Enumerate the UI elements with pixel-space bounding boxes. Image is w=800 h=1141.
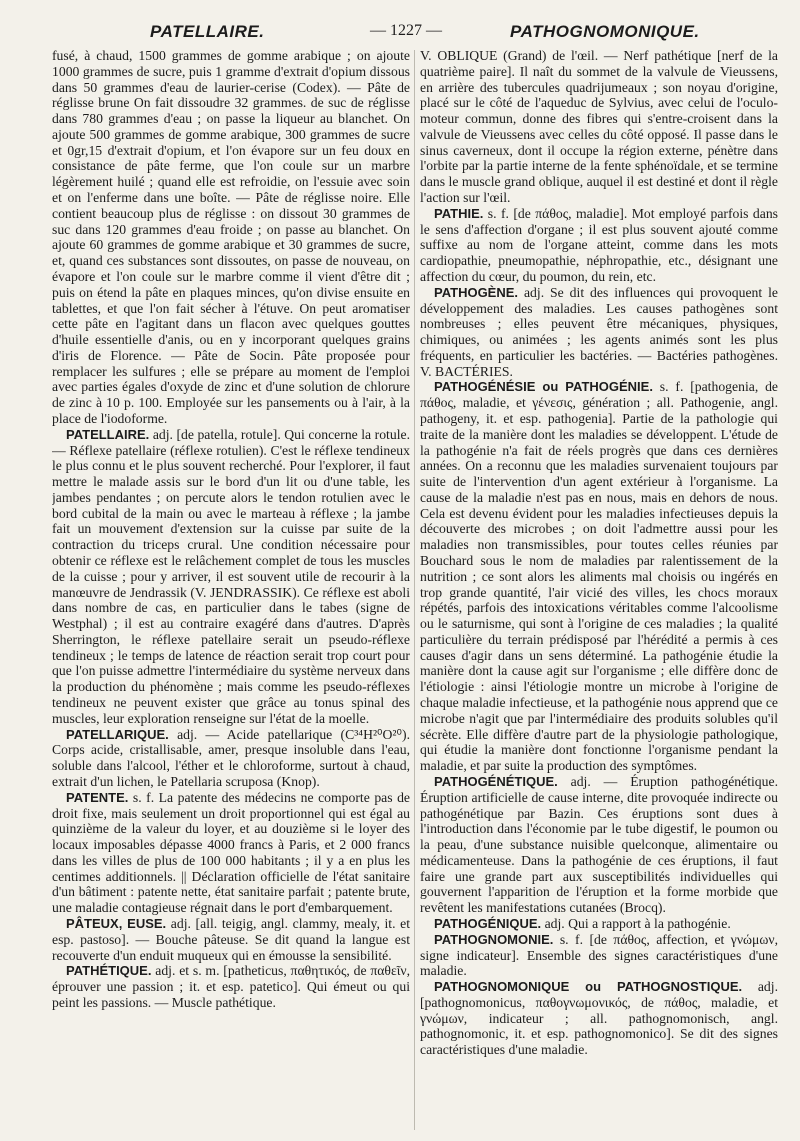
page-number: — 1227 —	[370, 22, 442, 39]
entry-pathognomonie	[420, 932, 778, 979]
entry-pathetique	[52, 963, 410, 1010]
entry-text: adj. Se dit des influences qui provoquent le développement des maladies. Les causes pathogènes sont nombreuses ; elles peuvent être mécaniques, physiques, chimiques, ou animées ; les agents animés sont les plus fréquents, en particulier les bactéries. — Bactéries pathogènes. V. BACTÉRIES.	[420, 284, 778, 379]
entry-term: PATHOGNOMONIQUE ou PATHOGNOSTIQUE.	[434, 979, 743, 995]
entry-term: PATHOGNOMONIE.	[434, 931, 554, 947]
entry-term: PATHÉTIQUE.	[66, 963, 152, 979]
entry-pateux	[52, 916, 410, 963]
entry-patente	[52, 790, 410, 916]
header-left-term: PATELLAIRE.	[150, 22, 265, 41]
entry-term: PATENTE.	[66, 789, 129, 805]
entry-continuation	[420, 48, 778, 206]
entry-text: V. OBLIQUE (Grand) de l'œil. — Nerf pathétique [nerf de la quatrième paire]. Il naît du sommet de la valvule de Vieussens, en arrière des tubercules quadrijumeaux ; son noyau d'origine, placé sur le côté de l'aqueduc de Sylvius, avec celui de l'oculo-moteur commun, donne des fibres qui s'entre-croisent dans la valvule de Vieussens avec celles du côté opposé. Il passe dans le sinus caverneux, dont il occupe la région externe, pénètre dans l'orbite par la partie interne de la fente sphénoïdale, et se termine dans le muscle grand oblique, auquel il est destiné et dont il règle l'action sur l'œil.	[420, 48, 778, 206]
entry-term: PATHIE.	[434, 205, 484, 221]
entry-text: s. f. La patente des médecins ne comporte pas de droit fixe, mais seulement un droit proportionnel qui est égal au quinzième de la valeur du loyer, et au douzième si le loyer des locaux imposables dépasse 4000 francs à Paris, et 2 000 francs dans les villes de plus de 100 000 habitants ; il y a en plus les centimes additionnels. || Déclaration officielle de l'état sanitaire d'un bâtiment : patente nette, état sanitaire parfait ; patente brute, une maladie contagieuse régnait dans le port d'embarquement.	[52, 789, 410, 916]
entry-continuation	[52, 48, 410, 427]
entry-term: PATHOGÈNE.	[434, 284, 519, 300]
entry-text: adj. et s. m. [patheticus, παθητικός, de παθεῖν, éprouver une passion ; it. et esp. patetico]. Qui émeut ou qui peint les passions. — Muscle pathétique.	[52, 963, 410, 1010]
entry-term: PATHOGÉNÉTIQUE.	[434, 773, 558, 789]
entry-pathogenesie	[420, 379, 778, 774]
entry-term: PÂTEUX, EUSE.	[66, 915, 167, 931]
entry-patellarique	[52, 727, 410, 790]
column-divider	[414, 50, 415, 1130]
header-right-term: PATHOGNOMONIQUE.	[510, 22, 700, 41]
entry-pathognomonique	[420, 979, 778, 1058]
entry-pathie	[420, 206, 778, 285]
entry-text: adj. [pathognomonicus, παθογνωμονικός, de πάθος, maladie, et γνώμων, indicateur ; all. pathognomonisch, angl. pathognomonic, it. et esp. pathognomonico]. Se dit des signes caractéristiques d'une maladie.	[420, 979, 778, 1058]
entry-text: adj. [all. teigig, angl. clammy, mealy, it. et esp. pastoso]. — Bouche pâteuse. Se dit quand la langue est recouverte d'un enduit muqueux qui en émousse la sensibilité.	[52, 915, 410, 963]
entry-text: s. f. [de πάθος, maladie]. Mot employé parfois dans le sens d'affection d'organe ; il est plus souvent ajouté comme suffixe au nom de l'organe atteint, comme dans les mots cardiopathie, pneumopathie, néphropathie, etc., désignant une affection du cœur, du poumon, du rein, etc.	[420, 205, 778, 284]
entry-pathogenetique	[420, 774, 778, 916]
entry-text: s. f. [de πάθος, affection, et γνώμων, signe indicateur]. Ensemble des signes caractéristiques d'une maladie.	[420, 931, 778, 979]
right-column	[420, 48, 778, 1133]
entry-patellaire	[52, 427, 410, 727]
entry-text: adj. — Acide patellarique (C³⁴H²⁰O²⁰). Corps acide, cristallisable, amer, presque insoluble dans l'eau, soluble dans l'alcool, l'éther et le chloroforme, surtout à chaud, extrait d'un lichen, le Patellaria scruposa (Knop).	[52, 726, 410, 789]
entry-text: adj. [de patella, rotule]. Qui concerne la rotule. — Réflexe patellaire (réflexe rotulien). C'est le réflexe tendineux le plus connu et le plus souvent recherché. Pour l'explorer, il faut mettre le malade assis sur le bord d'un lit ou d'une table, les jambes pendantes ; on percute alors le tendon rotulien avec le bord cubital de la main ou avec le marteau à réflexe ; la jambe fait un mouvement d'extension sur la cuisse par suite de la contraction du triceps crural. Une condition nécessaire pour obtenir ce réflexe est le relâchement complet de tous les muscles de la cuisse ; pour y arriver, il est souvent utile de recourir à la manœuvre de Jendrassik (V. JENDRASSIK). Ce réflexe est aboli dans nombre de cas, en particulier dans le tabes (signe de Westphal) ; il est au contraire exagéré dans d'autres. D'après Sherrington, le réflexe patellaire serait un pseudo-réflexe tendineux ; le temps de latence de réaction serait trop court pour que l'on puisse admettre l'intermédiaire du système nerveux dans la production du phénomène ; mais comme les pseudo-réflexes tendineux ne peuvent exister que grâce au tonus spinal des muscles, leur exploration renseigne sur l'état de la moelle.	[52, 426, 410, 726]
entry-text: fusé, à chaud, 1500 grammes de gomme arabique ; on ajoute 1000 grammes de sucre, puis 1 gramme d'extrait d'opium dissous dans 50 grammes d'eau de laurier-cerise (Codex). — Pâte de réglisse brune On fait dissoudre 32 grammes. de suc de réglisse dans 780 grammes d'eau ; on passe la liqueur au blanchet. On ajoute 500 grammes de gomme arabique, 300 grammes de sucre et 0gr,15 d'extrait d'opium, et l'on évapore sur un feu doux en consistance de pâte ferme, que l'on coule sur un marbre légèrement huilé ; quand elle est refroidie, on l'essuie avec soin et on l'enferme dans une boîte. — Pâte de réglisse noire. Elle contient beaucoup plus de réglisse : on dissout 30 grammes de suc dans 120 grammes d'eau froide ; on passe au blanchet. On ajoute 60 grammes de gomme arabique et 30 grammes de sucre, et, quand ces substances sont dissoutes, on passe de nouveau, on évapore et l'on coule sur le marbre comme il vient d'être dit ; puis on étend la pâte en plaques minces, qu'on divise ensuite en tablettes, et que l'on fait sécher à l'étuve. On peut aromatiser cette pâte en l'agitant dans un flacon avec quelques gouttes d'huile essentielle d'anis, ou en y incorporant quelques grains d'iris de Florence. — Pâte de Socin. Pâte proposée pour remplacer les sulfures ; elle se prépare au moment de l'emploi avec parties égales d'oxyde de zinc et d'une solution de chlorure de zinc à 10 p. 100. Employée sur les pansements ou à l'air, à la place de l'iodoforme.	[52, 48, 410, 426]
entry-pathogene	[420, 285, 778, 380]
entry-term: PATHOGÉNÉSIE ou PATHOGÉNIE.	[434, 379, 653, 395]
entry-term: PATELLARIQUE.	[66, 726, 169, 742]
entry-term: PATELLAIRE.	[66, 426, 150, 442]
page-header	[0, 22, 800, 46]
entry-text: adj. Qui a rapport à la pathogénie.	[544, 915, 731, 931]
left-column	[52, 48, 410, 1133]
entry-text: s. f. [pathogenia, de πάθος, maladie, et γένεσις, génération ; all. Pathogenie, angl. pathogeny, it. et esp. pathogenia]. Partie de la pathologie qui traite de la manière dont les maladies se développent. L'étude de la pathogénie n'a fait de réels progrès que dans ces dernières années. On a reconnu que les maladies survenaient toujours par suite de l'intervention d'un agent extérieur à l'organisme. La cause de la maladie n'est pas en nous, mais en dehors de nous. Cela est devenu évident pour les maladies infectieuses depuis la découverte des microbes ; on doit l'admettre aussi pour les maladies non transmissibles, pour toutes celles réunies par Bouchard sous le nom de maladies par ralentissement de la nutrition ; ce sont alors les aliments mal choisis ou ingérés en trop grande quantité, l'air vicié des villes, les chocs moraux répétés, parfois des intoxications véritables comme l'alcoolisme ou le saturnisme, qui sont à l'origine de ces maladies ; la qualité particulière du terrain prédisposé par l'hérédité a permis à ces causes d'agir dans un sens déterminé. La pathogénie étudie la manière dont la cause agit sur l'organisme ; elle diffère donc de l'étiologie : ainsi l'étiologie montre un microbe à l'origine de chaque maladie infectieuse, et la pathogénie nous apprend que ce microbe n'agit que par l'intermédiaire des produits solubles qu'il sécrète. Elle diffère d'autre part de la physiologie pathologique, qui étudie la manière dont fonctionne l'organisme pendant la maladie, et par suite la production des symptômes.	[420, 379, 778, 774]
entry-term: PATHOGÉNIQUE.	[434, 915, 542, 931]
entry-pathogenique	[420, 916, 778, 932]
entry-text: adj. — Éruption pathogénétique. Éruption artificielle de cause interne, dite provoquée indirecte ou pathogénétique par Bazin. Ces éruptions sont dues à l'introduction dans l'économie par le tube digestif, le poumon ou la peau, d'une substance nuisible quelconque, alimentaire ou médicamenteuse. Dans la pathogénie de ces éruptions, il faut faire une grande part aux susceptibilités individuelles qui gouvernent l'apparition de l'éruption et la forme morbide que revêtent les manifestations cutanées (Brocq).	[420, 773, 778, 916]
